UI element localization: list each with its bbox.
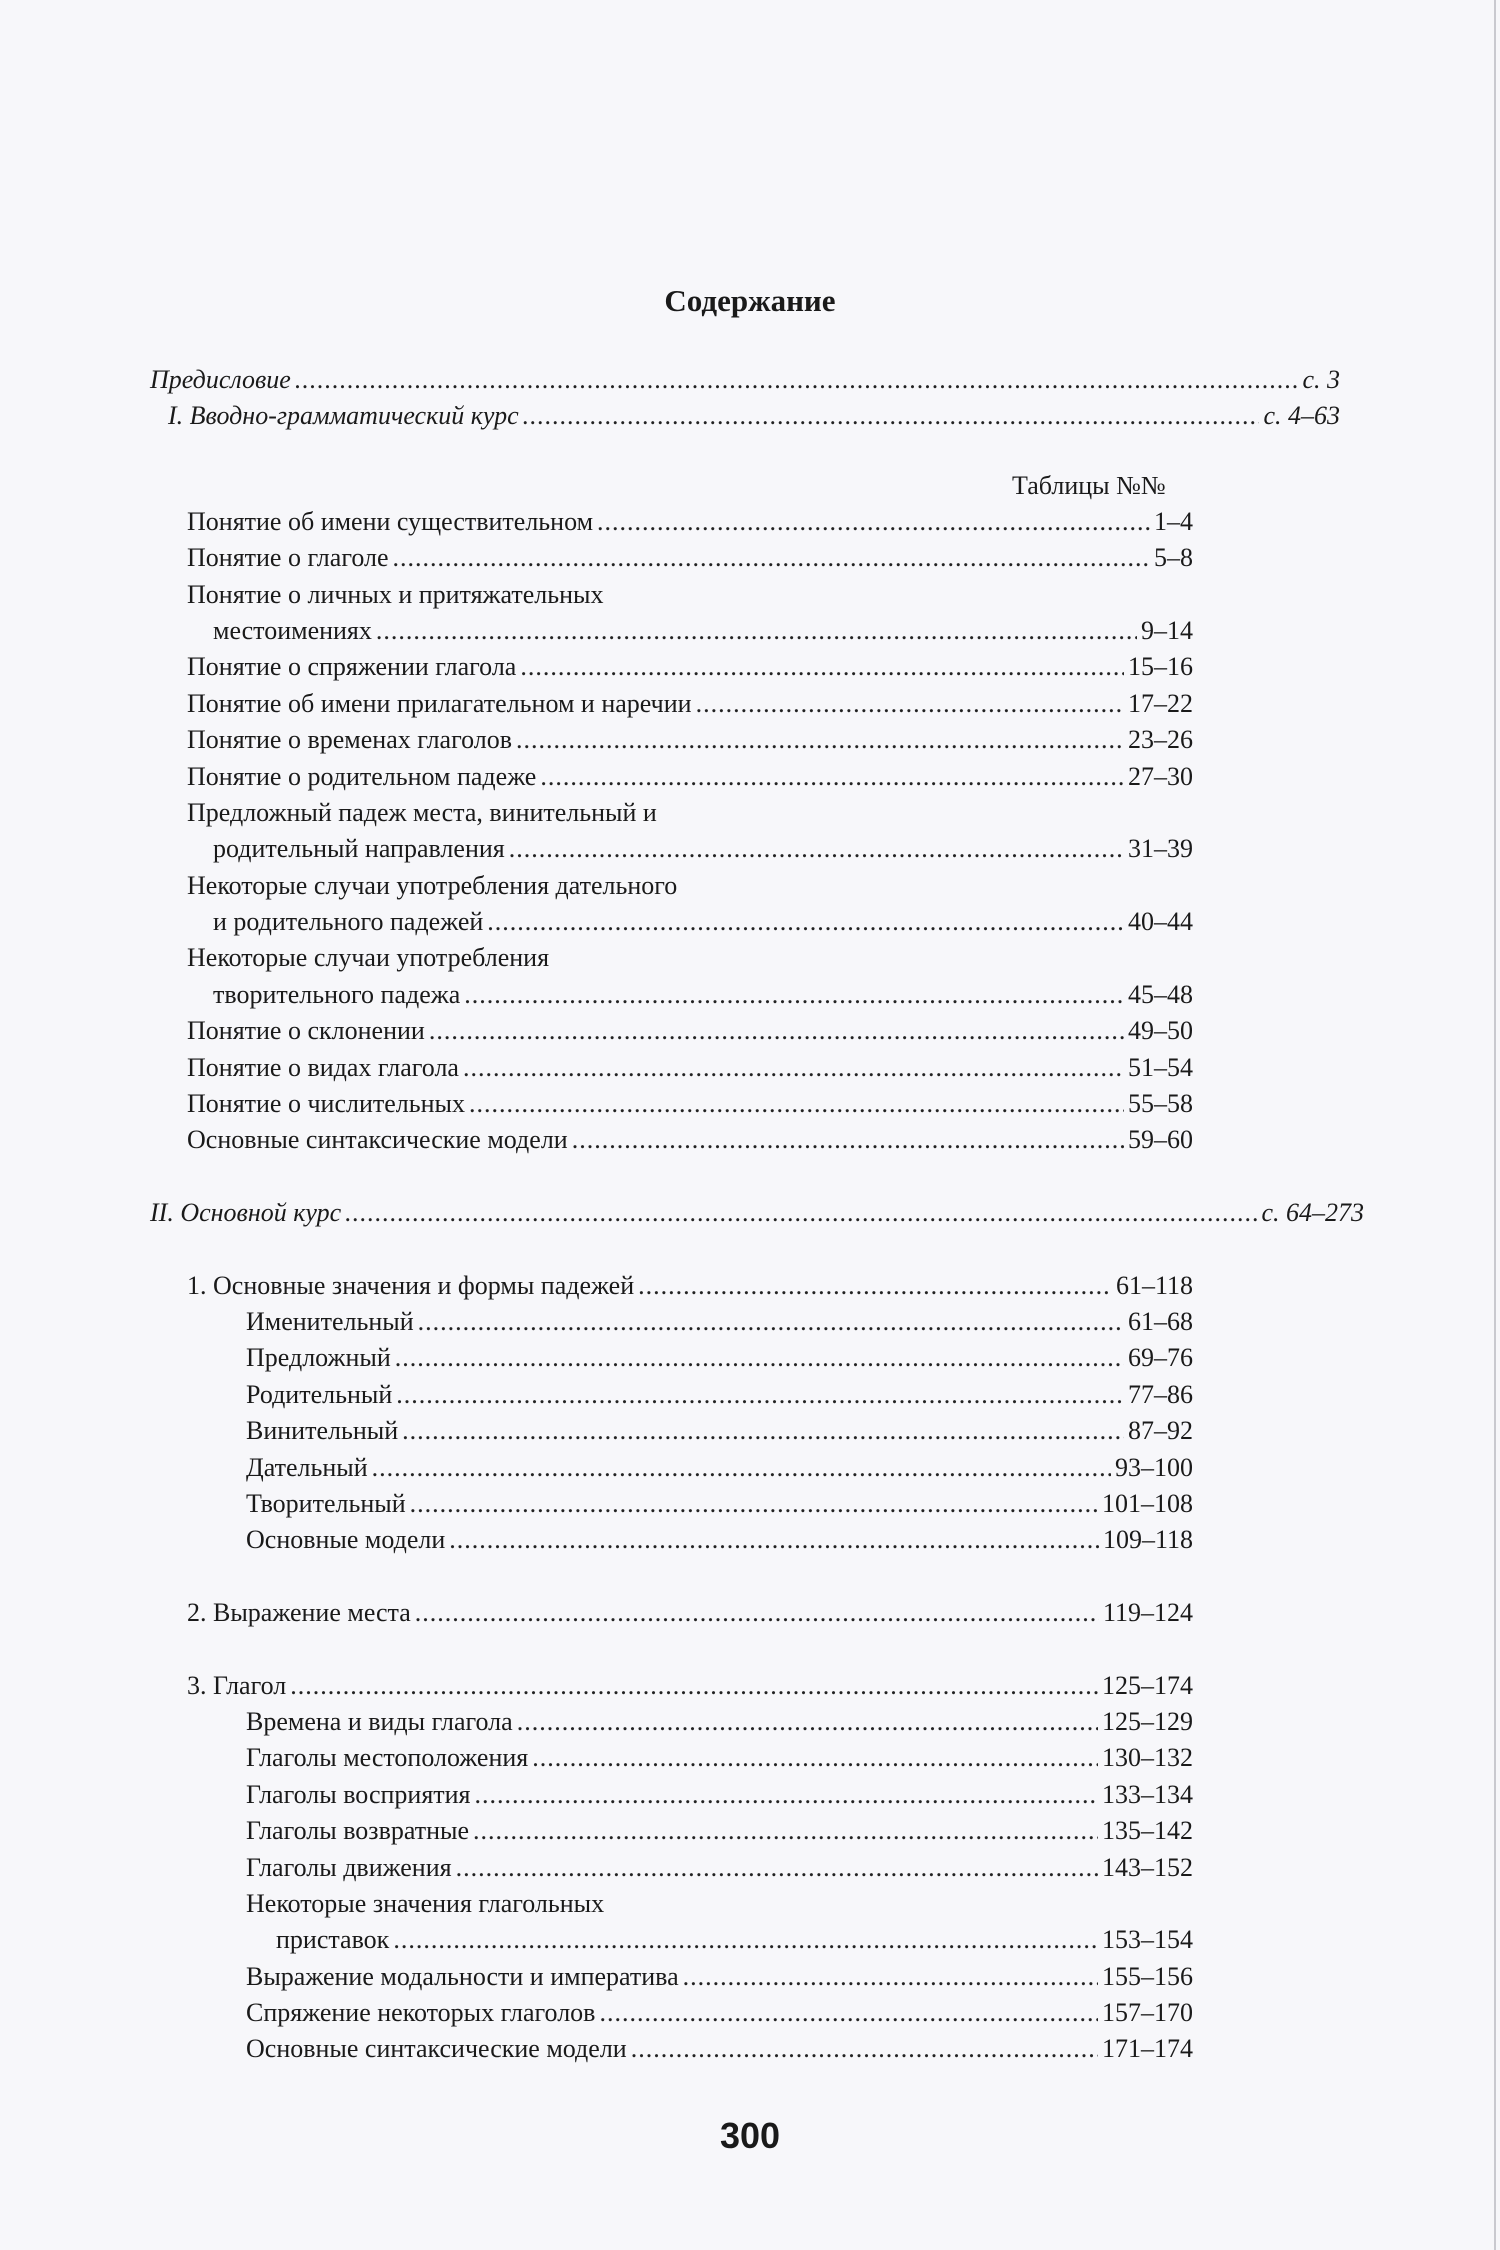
toc-entry-pages: с. 4–63 [1263,401,1340,430]
toc-entry-label: Глаголы движения [246,1853,452,1882]
toc-entry-pages: 125–129 [1102,1707,1193,1736]
toc-entry [187,686,1193,722]
toc-entry [187,1013,1193,1049]
toc-entry-label: Глаголы местоположения [246,1743,529,1772]
leader-dots [372,1450,1111,1486]
leader-dots [597,504,1150,540]
toc-entry [187,1122,1193,1158]
toc-entry [246,1995,1193,2031]
leader-dots [345,1195,1257,1231]
toc-entry [246,1304,1193,1340]
toc-entry-label: 2. Выражение места [187,1598,411,1627]
leader-dots [572,1122,1124,1158]
toc-entry-label: Именительный [246,1307,414,1336]
toc-entry-pages: 31–39 [1128,834,1193,863]
toc-entry-pages: 51–54 [1128,1053,1193,1082]
leader-dots [393,1922,1098,1958]
leader-dots [631,2031,1098,2067]
toc-entry-pages: 77–86 [1128,1380,1193,1409]
leader-dots [456,1850,1098,1886]
tables-header: Таблицы №№ [1012,471,1166,500]
toc-entry [187,1086,1193,1122]
toc-entry-label: Основные синтаксические модели [187,1125,568,1154]
page-number: 300 [719,2115,781,2156]
toc-entry-pages: 17–22 [1128,689,1193,718]
toc-entry [246,1777,1193,1813]
toc-entry-pages: 59–60 [1128,1125,1193,1154]
toc-entry-label: Предложный [246,1343,391,1372]
toc-entry-pages: 130–132 [1102,1743,1193,1772]
leader-dots [517,1704,1098,1740]
toc-entry [246,1704,1193,1740]
toc-entry-pages: 61–68 [1128,1307,1193,1336]
toc-entry [150,1195,1364,1231]
toc-entry-label: Глаголы возвратные [246,1816,470,1845]
toc-entry-pages: 27–30 [1128,762,1193,791]
toc-entry [187,722,1193,758]
toc-entry-label: Предложный падеж места, винительный и [187,798,657,827]
toc-entry-pages: 135–142 [1102,1816,1193,1845]
toc-entry [213,831,1193,867]
leader-dots [396,1377,1124,1413]
toc-entry-label: Спряжение некоторых глаголов [246,1998,596,2027]
toc-entry [246,1850,1193,1886]
toc-entry [246,1413,1193,1449]
toc-entry-label: родительный направления [213,834,505,863]
toc-entry-label: 3. Глагол [187,1671,287,1700]
toc-entry-pages: 93–100 [1115,1453,1193,1482]
toc-entry-pages: 101–108 [1102,1489,1193,1518]
leader-dots [520,649,1124,685]
toc-entry-label: местоимениях [213,616,372,645]
toc-entry-pages: 49–50 [1128,1016,1193,1045]
leader-dots [473,1813,1098,1849]
toc-entry [246,1813,1193,1849]
toc-entry [246,1340,1193,1376]
leader-dots [469,1086,1124,1122]
page-title: Содержание [664,283,836,318]
toc-entry-label: Понятие о родительном падеже [187,762,537,791]
toc-entry-label: Понятие о спряжении глагола [187,652,517,681]
leader-dots [290,1668,1098,1704]
leader-dots [393,540,1150,576]
toc-entry [187,1595,1193,1631]
toc-entry-pages: 155–156 [1102,1962,1193,1991]
toc-entry-pages: 40–44 [1128,907,1193,936]
toc-entry-label: Времена и виды глагола [246,1707,513,1736]
leader-dots [509,831,1124,867]
toc-entry-label: I. Вводно-грамматический курс [168,401,519,430]
leader-dots [410,1486,1098,1522]
toc-entry-label: Основные синтаксические модели [246,2034,627,2063]
toc-entry-label: Понятие о глаголе [187,543,389,572]
toc-entry [213,613,1193,649]
toc-entry-label: Понятие об имени прилагательном и наречии [187,689,692,718]
toc-entry [187,1268,1193,1304]
toc-entry [276,1922,1193,1958]
toc-entry-label: Понятие о склонении [187,1016,425,1045]
toc-entry-pages: 5–8 [1154,543,1193,572]
toc-entry [187,540,1193,576]
leader-dots [429,1013,1124,1049]
toc-entry-pages: 153–154 [1102,1925,1193,1954]
toc-entry-label: Некоторые случаи употребления дательного [187,871,678,900]
toc-entry [246,1377,1193,1413]
leader-dots [638,1268,1112,1304]
toc-entry-label: Творительный [246,1489,406,1518]
toc-entry-label: II. Основной курс [150,1198,342,1227]
toc-entry-label: Понятие о временах глаголов [187,725,513,754]
leader-dots [516,722,1124,758]
toc-entry [213,977,1193,1013]
toc-entry-pages: 69–76 [1128,1343,1193,1372]
toc-entry-label: Понятие об имени существительном [187,507,594,536]
toc-entry-pages: 125–174 [1102,1671,1193,1700]
toc-entry-pages: 133–134 [1102,1780,1193,1809]
toc-entry-label: и родительного падежей [213,907,484,936]
toc-entry-label: Понятие о личных и притяжательных [187,580,604,609]
toc-entry-label: Глаголы восприятия [246,1780,471,1809]
toc-entry [187,1050,1193,1086]
toc-entry-label: Некоторые случаи употребления [187,943,550,972]
toc-entry-pages: 157–170 [1102,1998,1193,2027]
toc-entry-pages: 119–124 [1102,1598,1193,1627]
toc-entry [213,904,1193,940]
leader-dots [464,977,1124,1013]
toc-entry-pages: 143–152 [1102,1853,1193,1882]
toc-entry-pages: с. 3 [1302,365,1340,394]
leader-dots [449,1522,1099,1558]
leader-dots [696,686,1124,722]
toc-entry-pages: 1–4 [1154,507,1193,536]
toc-entry-label: Некоторые значения глагольных [246,1889,605,1918]
toc-entry [246,1450,1193,1486]
leader-dots [475,1777,1098,1813]
leader-dots [463,1050,1124,1086]
toc-entry-label: Понятие о видах глагола [187,1053,459,1082]
toc-entry [168,398,1340,434]
toc-entry-label: приставок [276,1925,390,1954]
leader-dots [523,398,1260,434]
toc-entry-pages: 61–118 [1115,1271,1193,1300]
leader-dots [415,1595,1099,1631]
toc-entry [187,504,1193,540]
toc-entry-pages: 87–92 [1128,1416,1193,1445]
toc-entry-pages: 55–58 [1128,1089,1193,1118]
toc-entry-label: Понятие о числительных [187,1089,466,1118]
toc-entry [246,1740,1193,1776]
toc-entry-label: Дательный [246,1453,368,1482]
leader-dots [599,1995,1098,2031]
leader-dots [532,1740,1098,1776]
toc-entry-label: 1. Основные значения и формы падежей [187,1271,635,1300]
leader-dots [295,362,1299,398]
toc-entry-label: Выражение модальности и императива [246,1962,679,1991]
toc-entry-pages: 109–118 [1102,1525,1193,1554]
page-edge [1494,0,1496,2250]
toc-entry-pages: 23–26 [1128,725,1193,754]
leader-dots [683,1959,1098,1995]
toc-entry-pages: с. 64–273 [1261,1198,1364,1227]
toc-entry-label: Предисловие [150,365,291,394]
leader-dots [487,904,1124,940]
leader-dots [540,759,1124,795]
toc-entry-label: Основные модели [246,1525,446,1554]
toc-entry [187,1668,1193,1704]
toc-entry [150,362,1340,398]
leader-dots [395,1340,1124,1376]
toc-entry-pages: 45–48 [1128,980,1193,1009]
toc-entry-pages: 9–14 [1141,616,1193,645]
toc-entry [246,1522,1193,1558]
leader-dots [376,613,1137,649]
toc-entry [187,649,1193,685]
leader-dots [418,1304,1124,1340]
toc-entry-pages: 171–174 [1102,2034,1193,2063]
toc-entry-label: Винительный [246,1416,399,1445]
toc-entry-label: Родительный [246,1380,393,1409]
toc-entry-label: творительного падежа [213,980,461,1009]
toc-entry [246,1486,1193,1522]
toc-entry [246,1959,1193,1995]
toc-entry [246,2031,1193,2067]
toc-entry [187,759,1193,795]
toc-entry-pages: 15–16 [1128,652,1193,681]
leader-dots [402,1413,1124,1449]
